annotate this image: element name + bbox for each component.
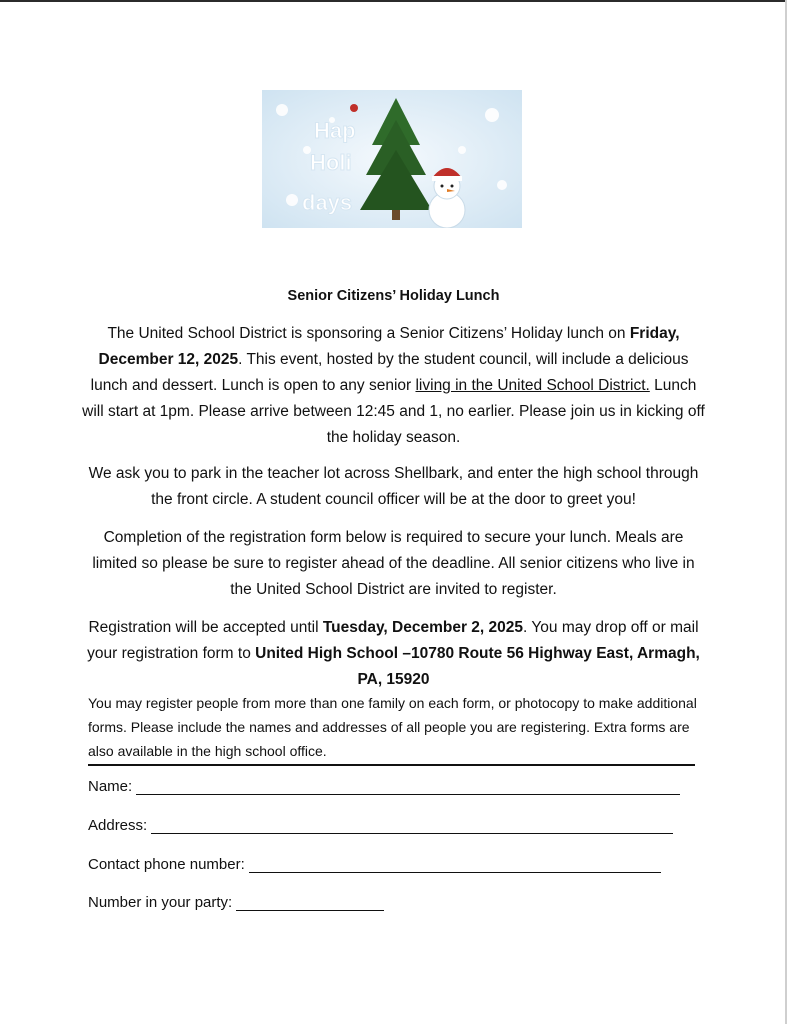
snowman-icon xyxy=(429,168,465,228)
party-size-label: Number in your party: xyxy=(88,894,233,911)
address-label: Address: xyxy=(88,817,148,834)
parking-paragraph: We ask you to park in the teacher lot across Shellbark, and enter the high school through the front circle. A student council officer will be at the door to greet you! xyxy=(88,465,699,508)
registration-deadline-paragraph: Registration will be accepted until Tuesday, December 2, 2025. You may drop off or mail your registration form to United High School –10780 Route 56 Highway East, Armagh, PA, 15920 xyxy=(87,619,700,688)
page-top-edge xyxy=(0,0,787,2)
holiday-banner-image xyxy=(262,90,522,228)
name-field[interactable] xyxy=(88,778,680,795)
name-label: Name: xyxy=(88,778,133,795)
party-size-field[interactable] xyxy=(88,894,384,911)
party-size-input-line[interactable] xyxy=(236,896,384,911)
phone-input-line[interactable] xyxy=(249,858,661,873)
phone-label: Contact phone number: xyxy=(88,856,245,873)
svg-text:days: days xyxy=(302,190,353,215)
svg-text:Holi: Holi xyxy=(310,150,352,175)
additional-forms-paragraph: You may register people from more than one family on each form, or photocopy to make additional forms. Please include the names and addresses of all people you are registering. Extra forms are also available in the high school office. xyxy=(88,695,697,759)
event-description-paragraph: The United School District is sponsoring a Senior Citizens’ Holiday lunch on Friday, December 12, 2025. This event, hosted by the student council, will include a delicious lunch and dessert. Lunch is open to any senior living in the United School District. Lunch will start at 1pm. Please arrive between 12:45 and 1, no earlier. Please join us in kicking off the holiday season. xyxy=(82,325,705,446)
svg-text:Hap: Hap xyxy=(314,118,356,143)
name-input-line[interactable] xyxy=(136,780,680,795)
address-input-line[interactable] xyxy=(151,819,673,834)
address-field[interactable] xyxy=(88,817,673,834)
registration-required-paragraph: Completion of the registration form below is required to secure your lunch. Meals are limited so please be sure to register ahead of the deadline. All senior citizens who live in the United School District are invited to register. xyxy=(92,529,695,598)
form-divider xyxy=(88,764,695,766)
page-title: Senior Citizens’ Holiday Lunch xyxy=(287,288,500,304)
phone-field[interactable] xyxy=(88,856,661,873)
